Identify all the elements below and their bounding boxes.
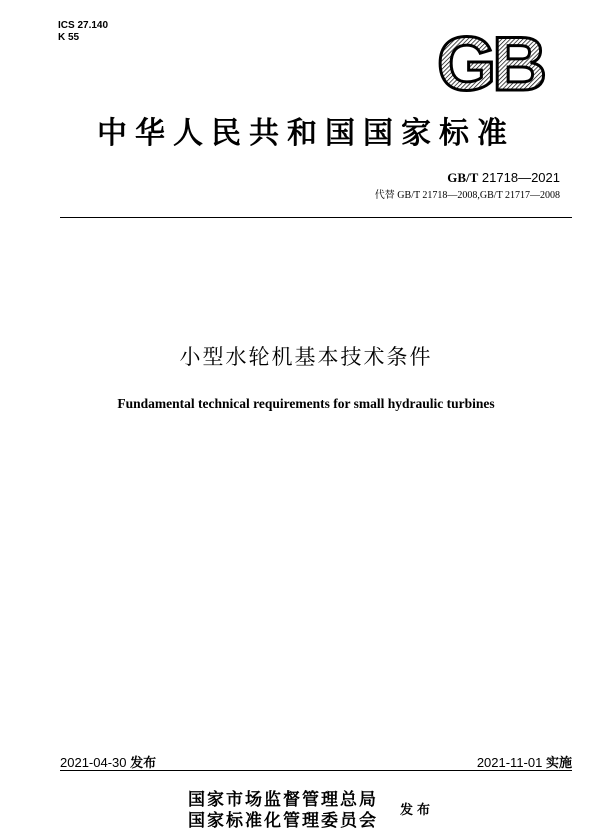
chinese-title: 小型水轮机基本技术条件 [179, 345, 433, 369]
implementation-date: 2021-11-01 [476, 755, 543, 770]
standard-number-value: 21718—2021 [481, 170, 560, 185]
issue-label: 发布 [130, 756, 157, 771]
issue-date: 2021-04-30 [60, 755, 127, 770]
replaces-note: 代替 GB/T 21718—2008,GB/T 21717—2008 [374, 190, 560, 201]
classification-codes [58, 20, 108, 44]
english-title: Fundamental technical requirements for small hydraulic turbines [117, 396, 495, 411]
top-divider [60, 217, 572, 218]
authority-line-1: 国家市场监督管理总局 [188, 790, 378, 810]
ccs-code: K 55 [58, 32, 80, 43]
bottom-divider [60, 770, 572, 771]
standard-category-title: 中华人民共和国国家标准 [97, 116, 515, 151]
publish-label: 发布 [400, 803, 435, 818]
standard-number [447, 170, 560, 186]
gb-logo-text: GB [437, 32, 543, 96]
standard-number-prefix: GB/T [447, 170, 479, 185]
gb-logo [415, 32, 565, 96]
issue-date-line [60, 752, 156, 771]
implementation-date-line [477, 752, 572, 771]
authority-line-2: 国家标准化管理委员会 [188, 811, 378, 831]
implementation-label: 实施 [545, 756, 572, 771]
ics-code: ICS 27.140 [58, 20, 109, 31]
issuing-authorities [188, 790, 378, 832]
